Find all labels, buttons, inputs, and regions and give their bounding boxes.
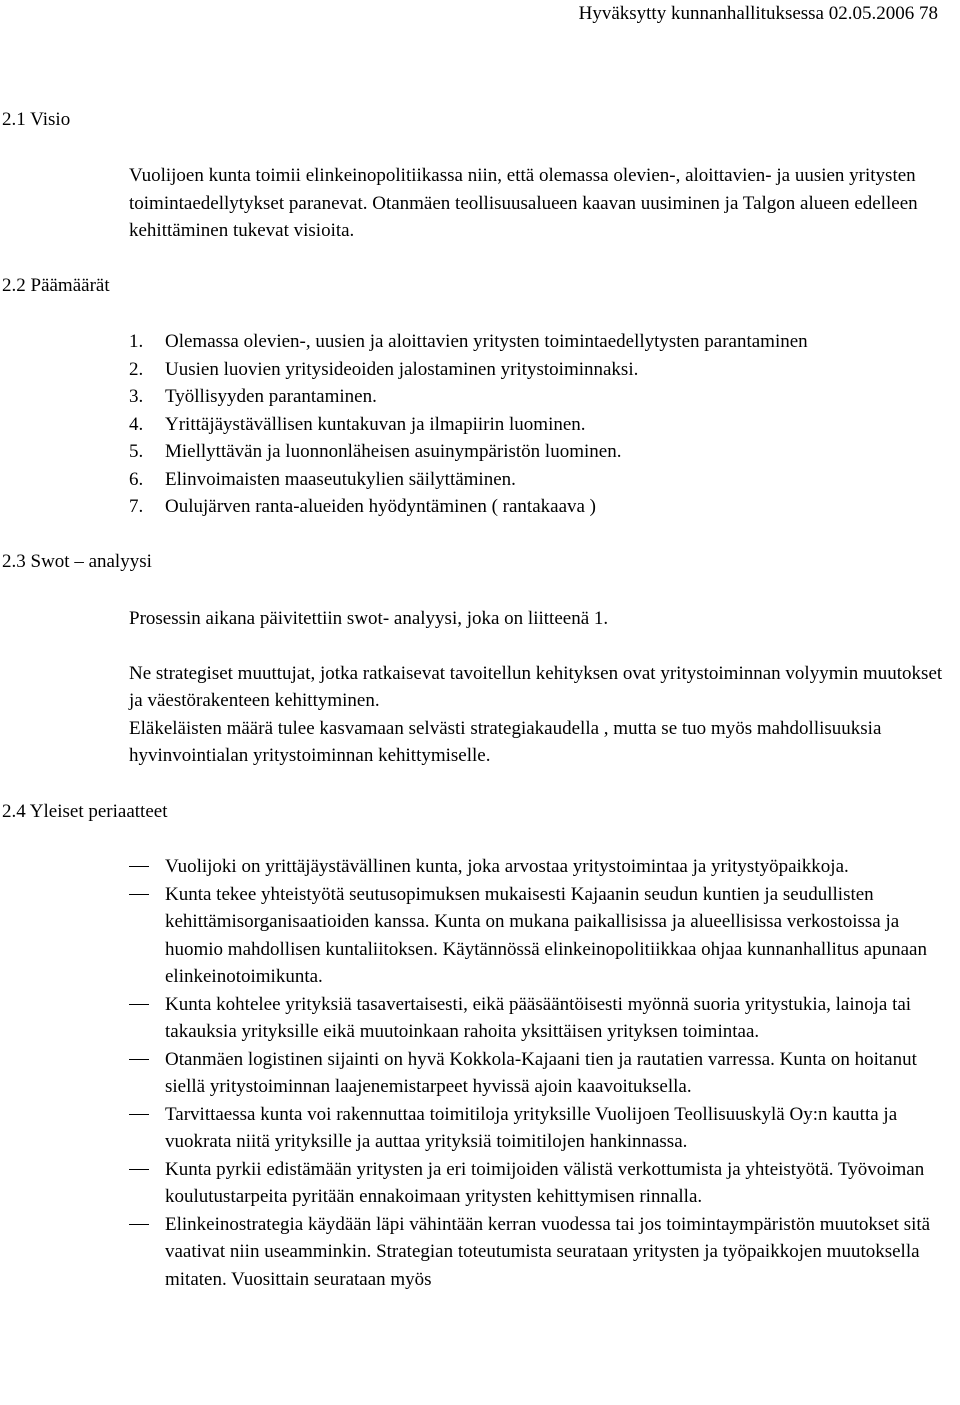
dash-bullet — [129, 1046, 165, 1101]
page-header: Hyväksytty kunnanhallituksessa 02.05.2006 78 — [578, 3, 938, 24]
principle-text: Tarvittaessa kunta voi rakennuttaa toimitiloja yrityksille Vuolijoen Teollisuuskylä Oy:n kautta ja vuokrata niitä yrityksille ja auttaa yrityksiä toimitilojen hankinnassa. — [165, 1103, 898, 1152]
goal-item — [129, 383, 959, 411]
principle-text: Kunta tekee yhteistyötä seutusopimuksen mukaisesti Kajaanin seudun kuntien ja seudullisten kehittämisorganisaatioiden kanssa. Kunta on mukana paikallisissa ja alueellisissa verkostoissa ja huomio mahdollisen kuntaliitoksen. Käytännössä elinkeinopolitiikkaa ohjaa kunnanhallitus apunaan elinkeinotoimikunta. — [165, 883, 927, 987]
goal-number: 4. — [129, 413, 144, 435]
section-heading-paamaarat: 2.2 Päämäärät — [2, 275, 110, 296]
dash-bullet — [129, 1156, 165, 1211]
principle-item — [129, 853, 960, 881]
goal-text: Oulujärven ranta-alueiden hyödyntäminen ( rantakaava ) — [165, 496, 597, 517]
principles-list — [129, 853, 960, 1293]
principle-text: Vuolijoki on yrittäjäystävällinen kunta, joka arvostaa yritystoimintaa ja yritystyöpaikkoja. — [165, 856, 849, 877]
goal-item — [129, 438, 959, 466]
principle-item — [129, 991, 960, 1046]
goal-text: Miellyttävän ja luonnonläheisen asuinympäristön luominen. — [165, 441, 622, 462]
section-heading-swot: 2.3 Swot – analyysi — [2, 551, 152, 572]
principle-item — [129, 1101, 960, 1156]
swot-paragraph-3: Eläkeläisten määrä tulee kasvamaan selvästi strategiakaudella , mutta se tuo myös mahdollisuuksia hyvinvointialan yritystoiminnan kehittymiselle. — [129, 717, 882, 766]
goal-item — [129, 411, 959, 439]
swot-block — [129, 605, 954, 770]
visio-text: Vuolijoen kunta toimii elinkeinopolitiikassa niin, että olemassa olevien-, aloittavien- ja uusien yritysten toimintaedellytykset paranevat. Otanmäen teollisuusalueen kaavan uusiminen ja Talgon alueen edelleen kehittäminen tukevat visioita. — [129, 165, 918, 241]
principle-text: Elinkeinostrategia käydään läpi vähintään kerran vuodessa tai jos toimintaympäristön muutokset sitä vaativat niin useamminkin. Strategian toteutumista seurataan yritysten ja työpaikkojen muutoksella mitaten. Vuosittain seurataan myös — [165, 1213, 931, 1290]
goal-text: Olemassa olevien-, uusien ja aloittavien yritysten toimintaedellytysten parantaminen — [165, 331, 808, 352]
goal-number: 6. — [129, 468, 144, 490]
dash-bullet — [129, 991, 165, 1046]
dash-bullet — [129, 1211, 165, 1294]
visio-paragraph — [129, 162, 954, 245]
swot-paragraph-2: Ne strategiset muuttujat, jotka ratkaisevat tavoitellun kehityksen ovat yritystoiminnan volyymin muutokset ja väestörakenteen kehittyminen. — [129, 662, 943, 711]
section-heading-visio: 2.1 Visio — [2, 109, 71, 130]
goal-number: 3. — [129, 386, 144, 407]
goal-item — [129, 466, 959, 494]
principle-text: Otanmäen logistinen sijainti on hyvä Kokkola-Kajaani tien ja rautatien varressa. Kunta on hoitanut siellä yritystoiminnan laajenemistarpeet hyvissä ajoin kaavoituksella. — [165, 1048, 917, 1097]
principle-item — [129, 881, 960, 991]
goals-list — [129, 328, 959, 521]
principle-text: Kunta kohtelee yrityksiä tasavertaisesti, eikä pääsääntöisesti myönnä suoria yritystukia, lainoja tai takauksia yrityksille eikä muutoinkaan rahoita yksittäisen yrityksen toimintaa. — [165, 993, 912, 1042]
section-heading-periaatteet: 2.4 Yleiset periaatteet — [2, 801, 168, 822]
goal-item — [129, 356, 959, 384]
principle-text: Kunta pyrkii edistämään yritysten ja eri toimijoiden välistä verkottumista ja yhteistyötä. Työvoiman koulutustarpeita pyritään ennakoimaan yritysten kehittymisen rinnalla. — [165, 1158, 925, 1207]
dash-bullet — [129, 1101, 165, 1156]
principle-item — [129, 1211, 960, 1294]
goal-text: Työllisyyden parantaminen. — [165, 386, 377, 407]
goal-text: Uusien luovien yritysideoiden jalostaminen yritystoiminnaksi. — [165, 358, 639, 380]
goal-number: 5. — [129, 441, 144, 462]
goal-item — [129, 493, 959, 521]
goal-number: 7. — [129, 496, 144, 517]
swot-paragraph-1: Prosessin aikana päivitettiin swot- analyysi, joka on liitteenä 1. — [129, 608, 609, 629]
goal-number: 1. — [129, 331, 144, 352]
goal-text: Elinvoimaisten maaseutukylien säilyttäminen. — [165, 468, 516, 490]
dash-bullet — [129, 853, 165, 881]
goal-item — [129, 328, 959, 356]
goal-number: 2. — [129, 358, 144, 380]
dash-bullet — [129, 881, 165, 991]
principle-item — [129, 1156, 960, 1211]
goal-text: Yrittäjäystävällisen kuntakuvan ja ilmapiirin luominen. — [165, 413, 586, 435]
principle-item — [129, 1046, 960, 1101]
